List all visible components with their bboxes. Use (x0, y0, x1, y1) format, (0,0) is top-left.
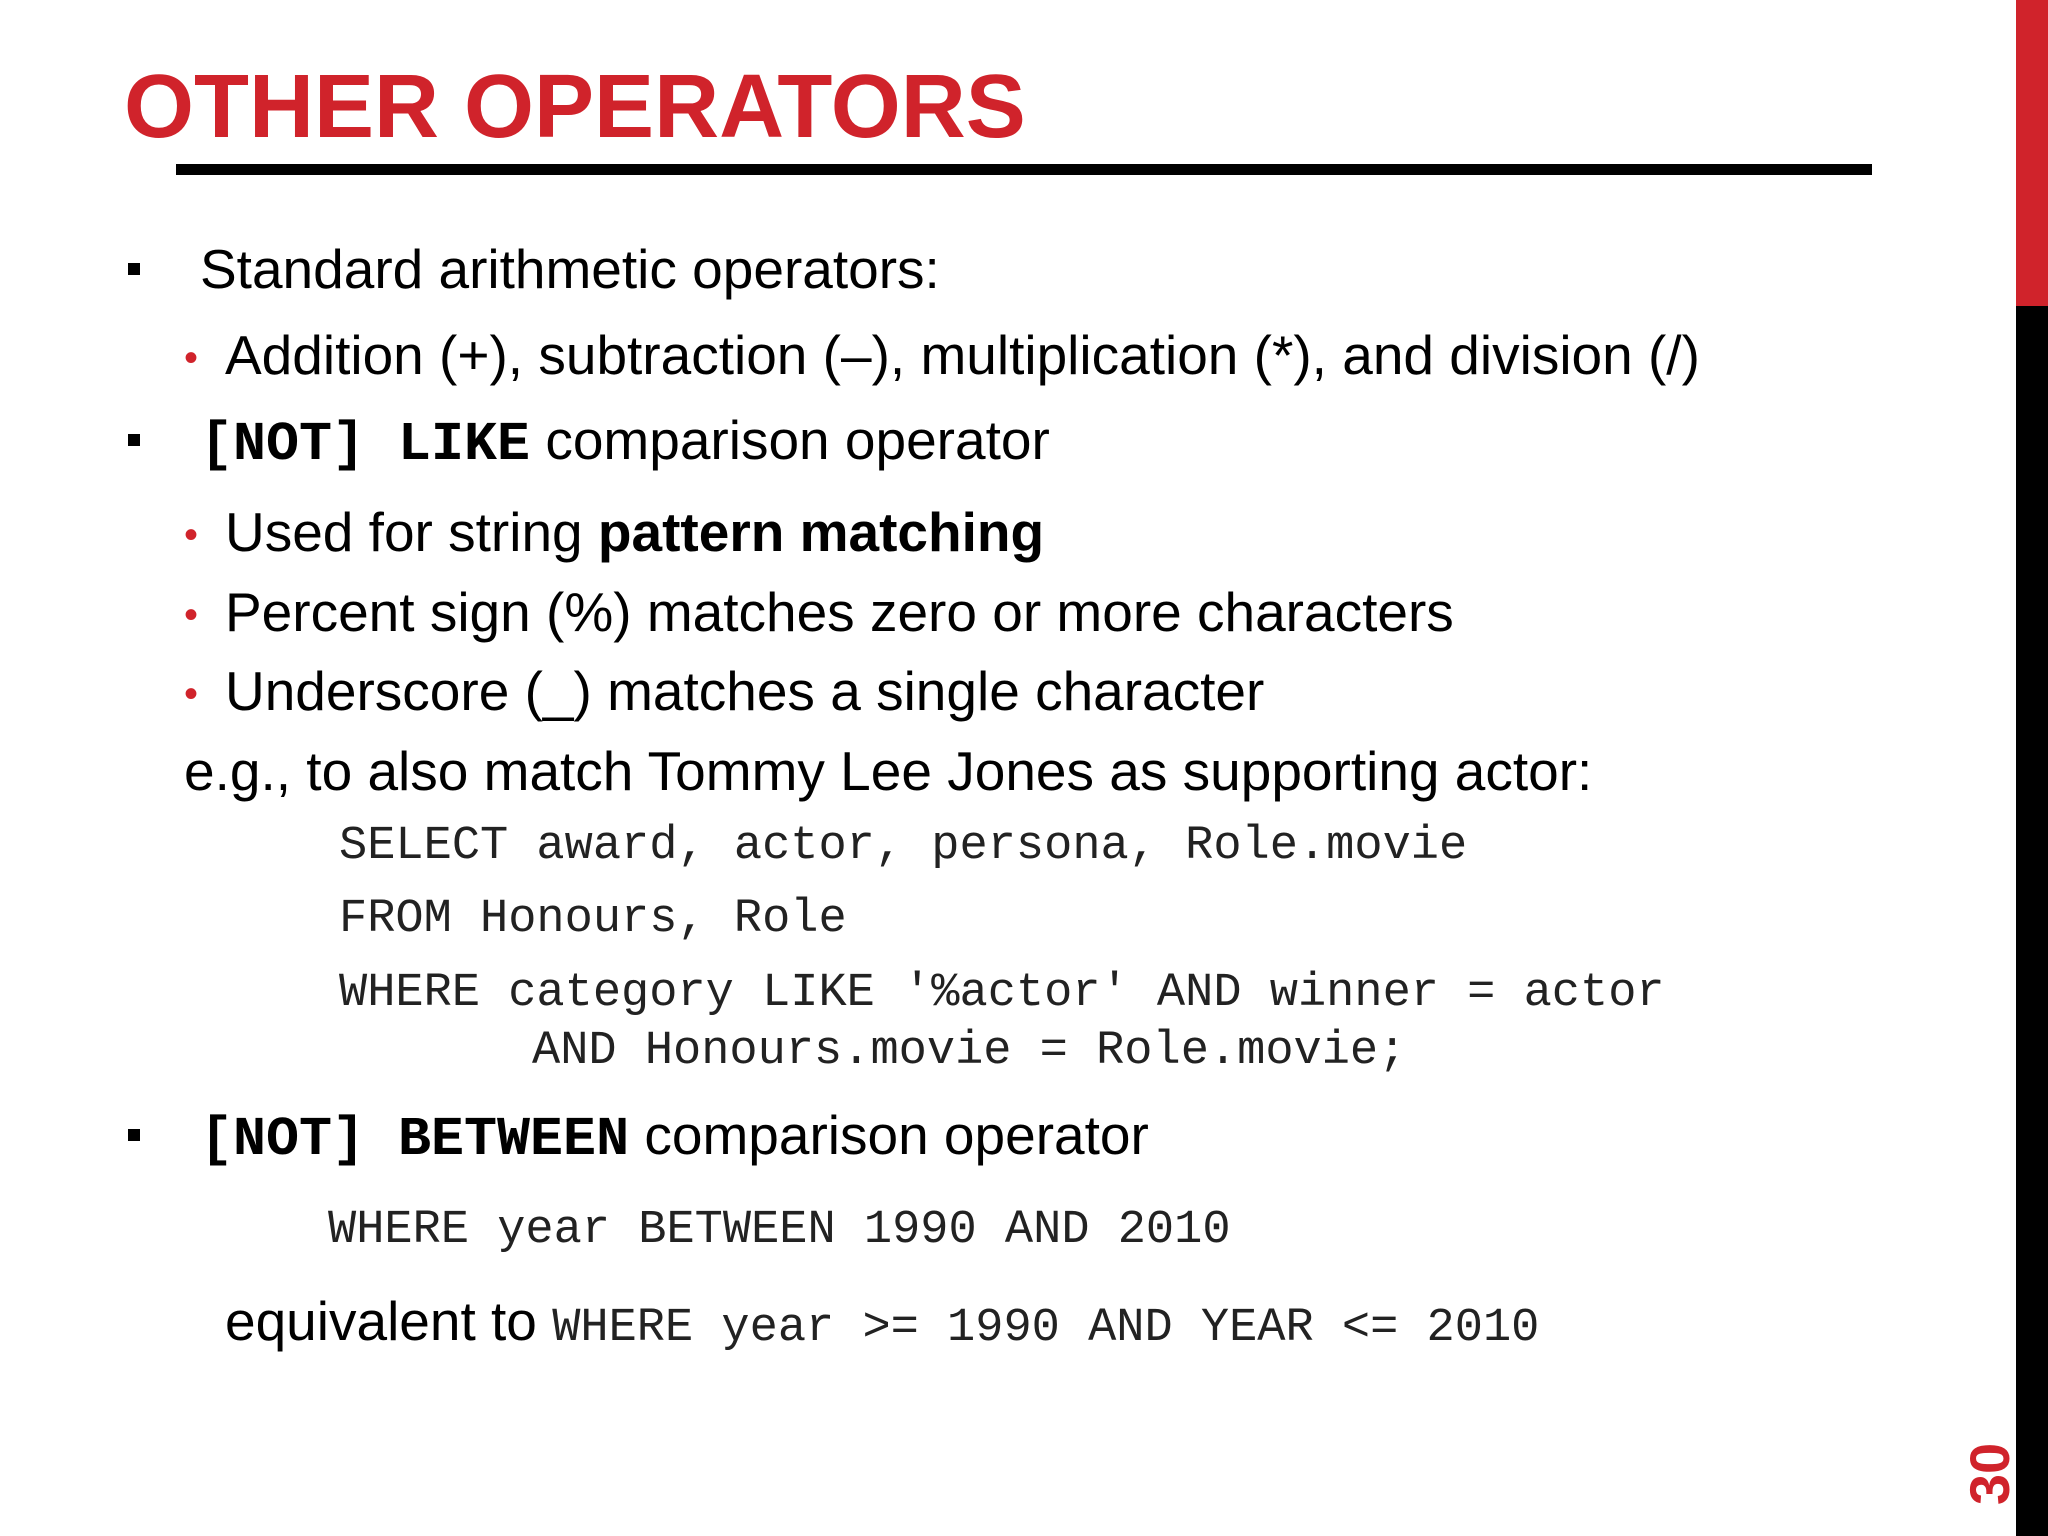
page-number: 30 (1958, 1442, 2021, 1506)
sql-between-example: WHERE year BETWEEN 1990 AND 2010 (328, 1204, 1231, 1257)
sql-select-line: SELECT award, actor, persona, Role.movie (339, 820, 1468, 873)
sub-bullet-arithmetic-list: Addition (+), subtraction (–), multiplication (*), and division (/) (225, 324, 1700, 386)
square-bullet-icon (128, 434, 140, 446)
dot-bullet-icon: • (184, 672, 199, 716)
title-underline (176, 164, 1872, 175)
sub-bullet-underscore: Underscore (_) matches a single character (225, 660, 1265, 722)
dot-bullet-icon: • (184, 593, 199, 637)
pattern-matching-prefix: Used for string (225, 501, 598, 563)
square-bullet-icon (128, 1129, 140, 1141)
like-keyword: [NOT] LIKE (200, 413, 531, 476)
dot-bullet-icon: • (184, 336, 199, 380)
sub-bullet-percent-sign: Percent sign (%) matches zero or more characters (225, 581, 1454, 643)
between-keyword: [NOT] BETWEEN (200, 1108, 630, 1171)
like-description: comparison operator (530, 409, 1050, 471)
slide-title: OTHER OPERATORS (124, 57, 1026, 157)
sql-from-line: FROM Honours, Role (339, 893, 847, 946)
equivalent-statement (225, 1288, 1539, 1362)
square-bullet-icon (128, 263, 140, 275)
sql-and-line: AND Honours.movie = Role.movie; (532, 1025, 1407, 1078)
between-description: comparison operator (629, 1104, 1149, 1166)
sql-where-line: WHERE category LIKE '%actor' AND winner = actor (339, 967, 1665, 1020)
example-intro: e.g., to also match Tommy Lee Jones as supporting actor: (184, 740, 1593, 802)
dot-bullet-icon: • (184, 513, 199, 557)
bullet-like-operator (200, 407, 1050, 478)
side-dark-bar (2016, 306, 2048, 1536)
bullet-between-operator (200, 1102, 1149, 1173)
sub-bullet-pattern-matching (225, 499, 1044, 565)
side-accent-bar (2016, 0, 2048, 306)
pattern-matching-emphasis: pattern matching (597, 501, 1045, 563)
bullet-arithmetic-operators: Standard arithmetic operators: (200, 238, 940, 300)
equivalent-label: equivalent to (225, 1290, 553, 1352)
equivalent-sql: WHERE year >= 1990 AND YEAR <= 2010 (552, 1302, 1540, 1355)
